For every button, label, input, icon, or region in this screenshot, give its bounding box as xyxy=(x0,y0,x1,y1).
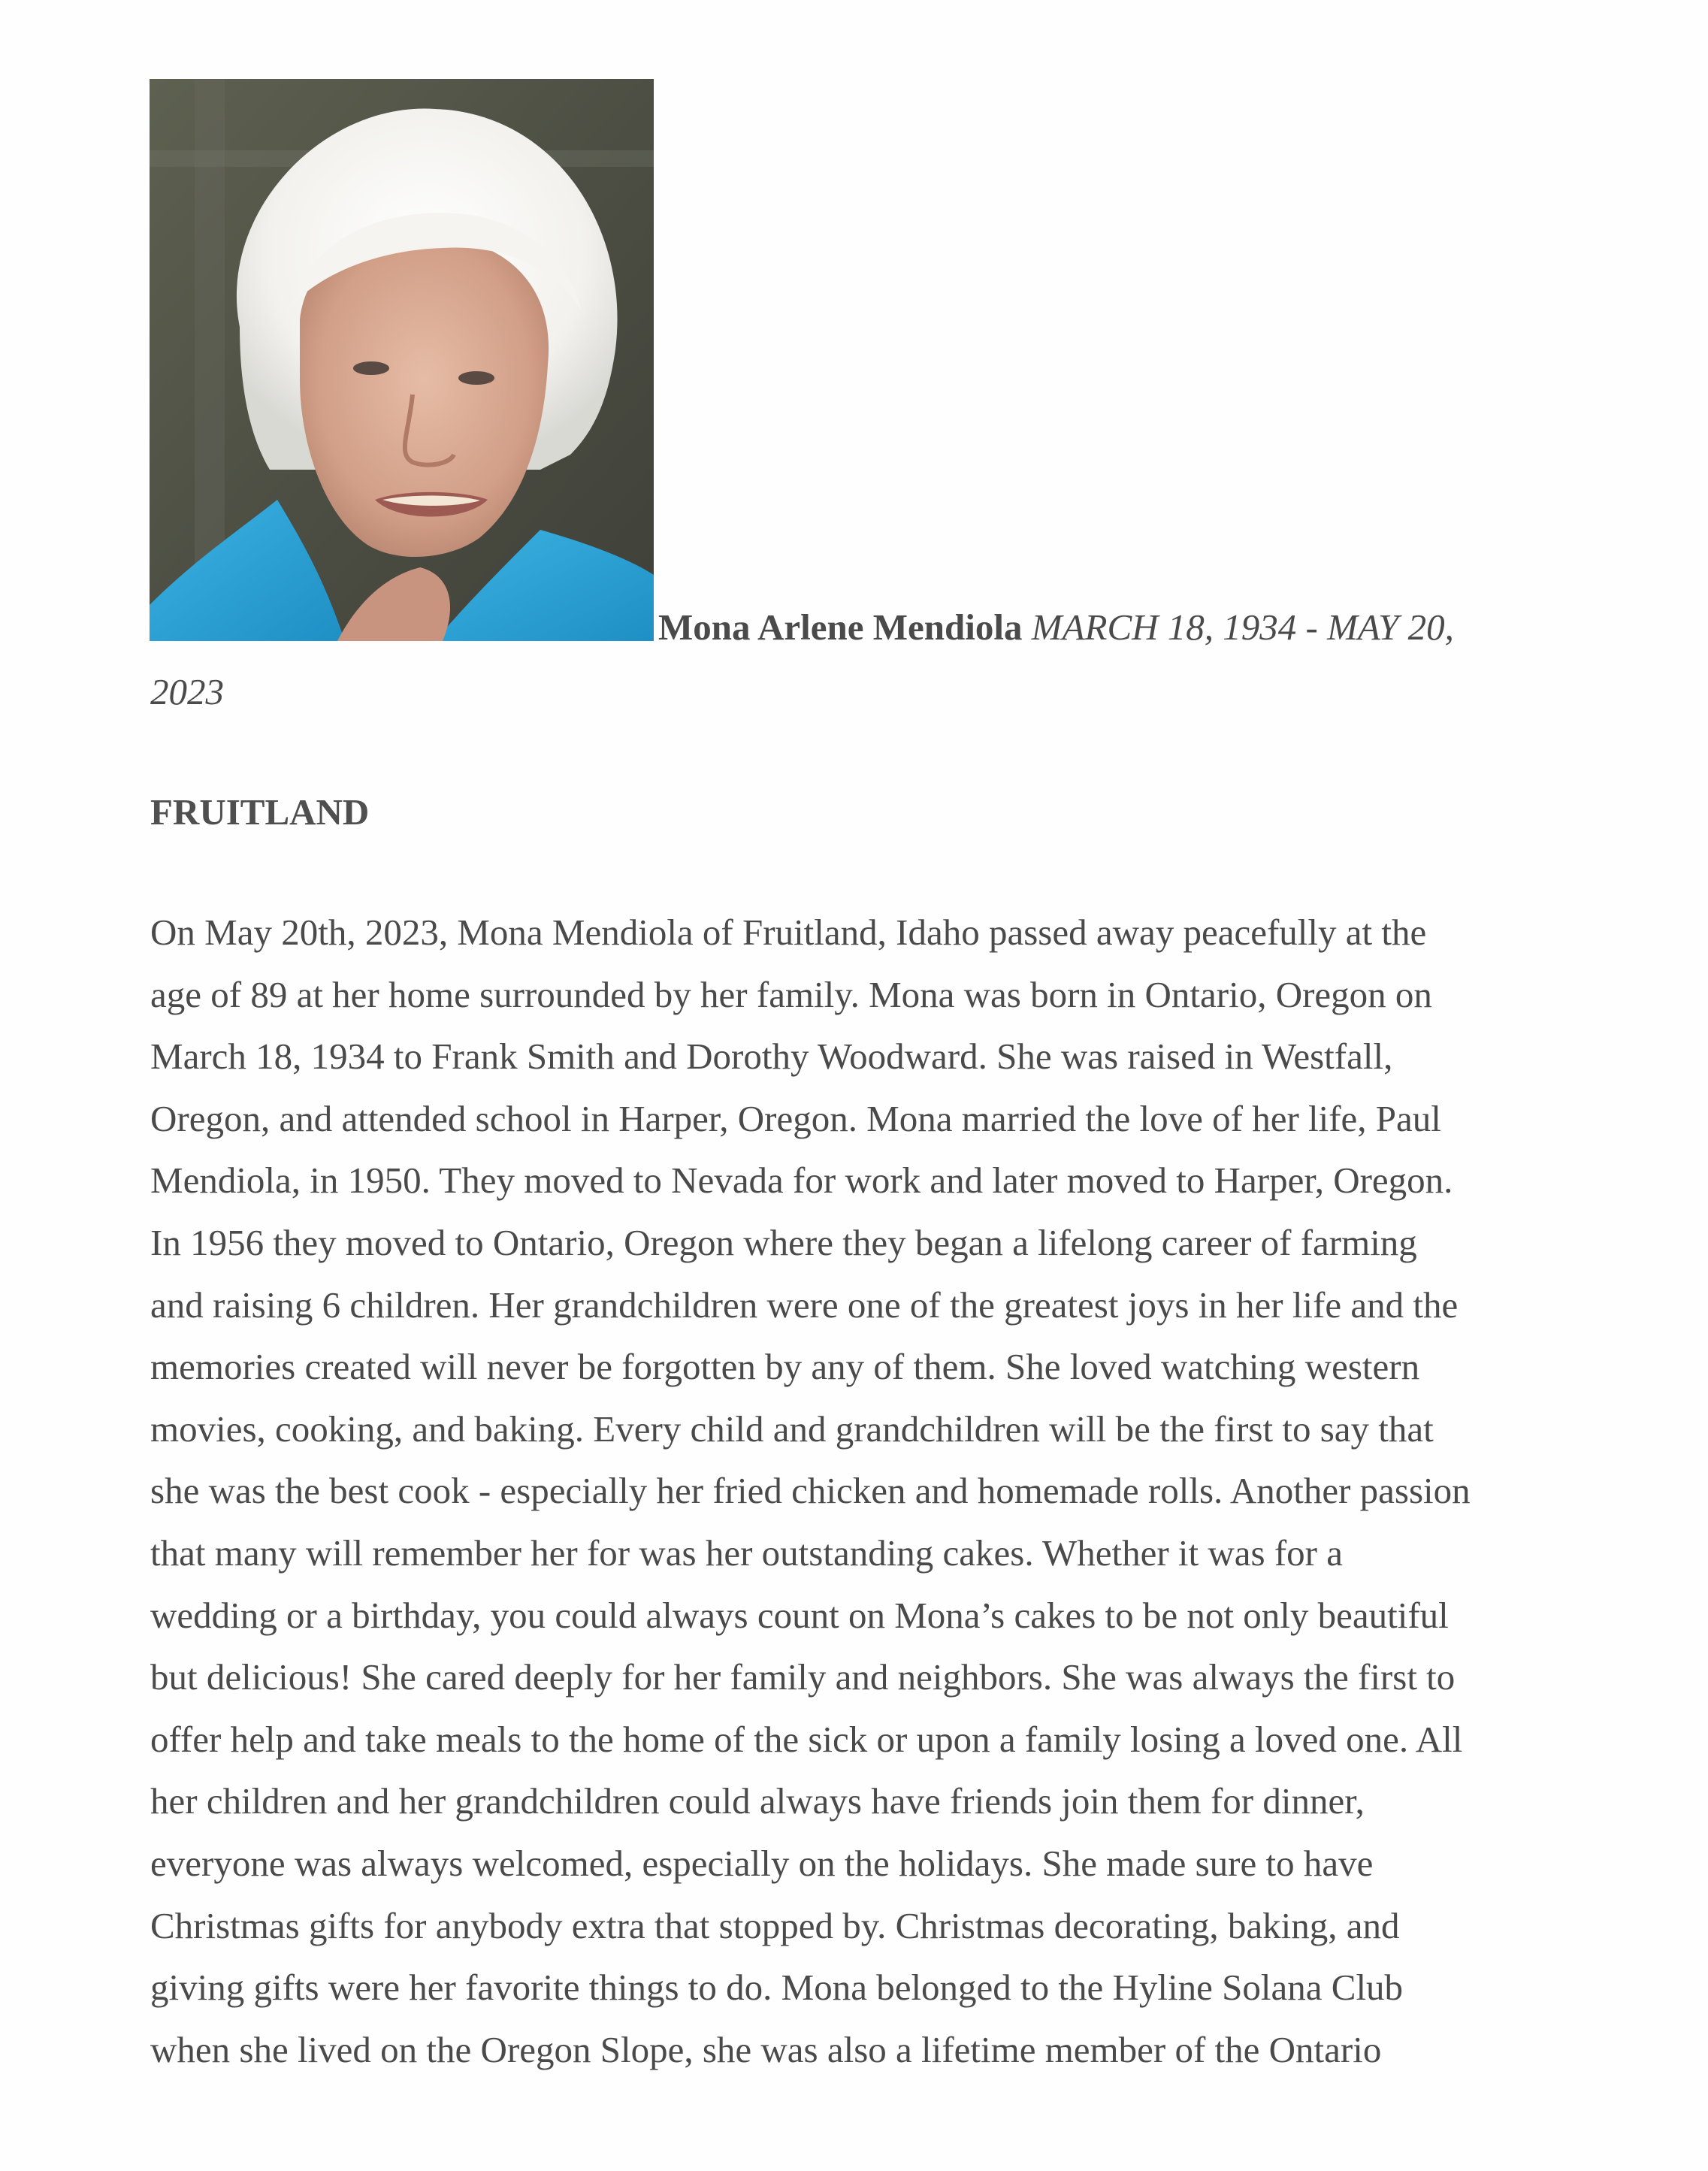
body-line: she was the best cook - especially her fried chicken and homemade rolls. Another passion xyxy=(150,1470,1471,1512)
body-line: but delicious! She cared deeply for her family and neighbors. She was always the first to xyxy=(150,1656,1456,1698)
body-line: when she lived on the Oregon Slope, she was also a lifetime member of the Ontario xyxy=(150,2028,1382,2070)
obituary-title xyxy=(658,601,1454,654)
body-line: movies, cooking, and baking. Every child and grandchildren will be the first to say that xyxy=(150,1408,1434,1450)
body-line: Oregon, and attended school in Harper, Oregon. Mona married the love of her life, Paul xyxy=(150,1097,1441,1139)
portrait-photo xyxy=(150,79,654,641)
body-line: age of 89 at her home surrounded by her family. Mona was born in Ontario, Oregon on xyxy=(150,973,1432,1015)
body-line: and raising 6 children. Her grandchildren were one of the greatest joys in her life and the xyxy=(150,1284,1459,1326)
body-line: March 18, 1934 to Frank Smith and Dorothy Woodward. She was raised in Westfall, xyxy=(150,1036,1393,1078)
body-line: Mendiola, in 1950. They moved to Nevada for work and later moved to Harper, Oregon. xyxy=(150,1160,1453,1202)
deceased-name: Mona Arlene Mendiola xyxy=(658,606,1023,648)
body-line: memories created will never be forgotten by any of them. She loved watching western xyxy=(150,1346,1420,1388)
life-dates: MARCH 18, 1934 - MAY 20, xyxy=(1031,606,1454,648)
body-line: Christmas gifts for anybody extra that stopped by. Christmas decorating, baking, and xyxy=(150,1904,1400,1946)
body-line: On May 20th, 2023, Mona Mendiola of Fruitland, Idaho passed away peacefully at the xyxy=(150,912,1427,953)
body-line: everyone was always welcomed, especially on the holidays. She made sure to have xyxy=(150,1842,1374,1884)
body-line: giving gifts were her favorite things to do. Mona belonged to the Hyline Solana Club xyxy=(150,1967,1404,2009)
body-line: offer help and take meals to the home of the sick or upon a family losing a loved one. All xyxy=(150,1718,1463,1760)
life-dates-continued: 2023 xyxy=(150,671,224,712)
obituary-body xyxy=(150,902,1616,2081)
location-heading: FRUITLAND xyxy=(150,791,370,833)
body-line: wedding or a birthday, you could always count on Mona’s cakes to be not only beautiful xyxy=(150,1594,1449,1636)
body-line: In 1956 they moved to Ontario, Oregon where they began a lifelong career of farming xyxy=(150,1221,1417,1263)
body-line: her children and her grandchildren could always have friends join them for dinner, xyxy=(150,1780,1365,1822)
body-line: that many will remember her for was her outstanding cakes. Whether it was for a xyxy=(150,1531,1343,1574)
portrait-image xyxy=(150,79,654,641)
